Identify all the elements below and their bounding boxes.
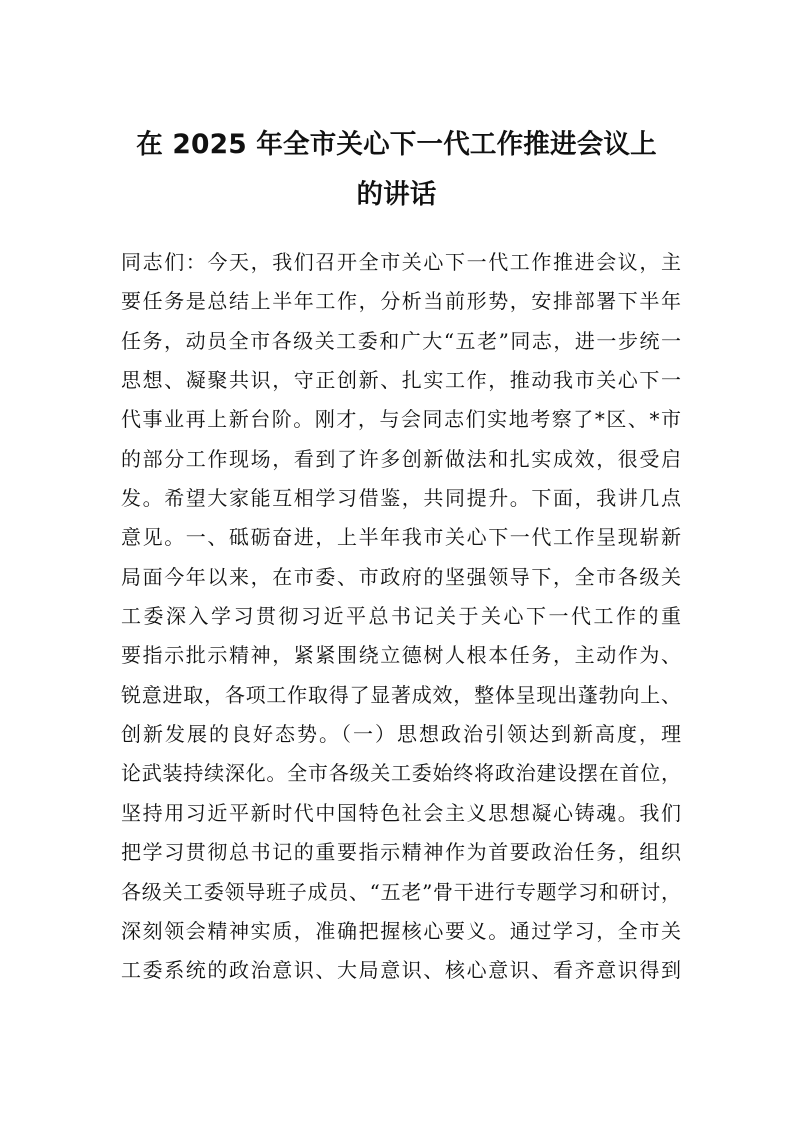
body-line: 锐意进取，各项工作取得了显著成效，整体呈现出蓬勃向上、	[121, 682, 681, 707]
body-line: 要指示批示精神，紧紧围绕立德树人根本任务，主动作为、	[121, 643, 681, 668]
body-line: 把学习贯彻总书记的重要指示精神作为首要政治任务，组织	[121, 840, 681, 865]
body-line: 各级关工委领导班子成员、“五老”骨干进行专题学习和研讨，	[121, 879, 681, 904]
body-line: 的部分工作现场，看到了许多创新做法和扎实成效，很受启	[121, 446, 681, 471]
title-line-1: 在 2025 年全市关心下一代工作推进会议上	[136, 129, 657, 160]
body-line: 发。希望大家能互相学习借鉴，共同提升。下面，我讲几点	[121, 486, 681, 511]
body-line: 思想、凝聚共识，守正创新、扎实工作，推动我市关心下一	[121, 368, 681, 393]
body-line: 任务，动员全市各级关工委和广大“五老”同志，进一步统一	[121, 328, 681, 353]
body-line: 坚持用习近平新时代中国特色社会主义思想凝心铸魂。我们	[121, 800, 681, 825]
body-line: 局面今年以来，在市委、市政府的坚强领导下，全市各级关	[121, 564, 681, 589]
body-line: 意见。一、砥砺奋进，上半年我市关心下一代工作呈现崭新	[121, 525, 681, 550]
document-body	[121, 243, 681, 991]
title-line-2: 的讲话	[356, 179, 437, 210]
body-line: 代事业再上新台阶。刚才，与会同志们实地考察了*区、*市	[121, 407, 681, 432]
body-line: 创新发展的良好态势。（一）思想政治引领达到新高度，理	[121, 722, 681, 747]
body-line: 工委系统的政治意识、大局意识、核心意识、看齐意识得到	[121, 958, 681, 983]
body-line: 要任务是总结上半年工作，分析当前形势，安排部署下半年	[121, 289, 681, 314]
body-line: 论武装持续深化。全市各级关工委始终将政治建设摆在首位，	[121, 761, 681, 786]
body-line: 同志们：今天，我们召开全市关心下一代工作推进会议，主	[121, 250, 681, 274]
body-line: 深刻领会精神实质，准确把握核心要义。通过学习，全市关	[121, 918, 681, 943]
body-line: 工委深入学习贯彻习近平总书记关于关心下一代工作的重	[121, 604, 681, 629]
document-title	[100, 120, 693, 220]
